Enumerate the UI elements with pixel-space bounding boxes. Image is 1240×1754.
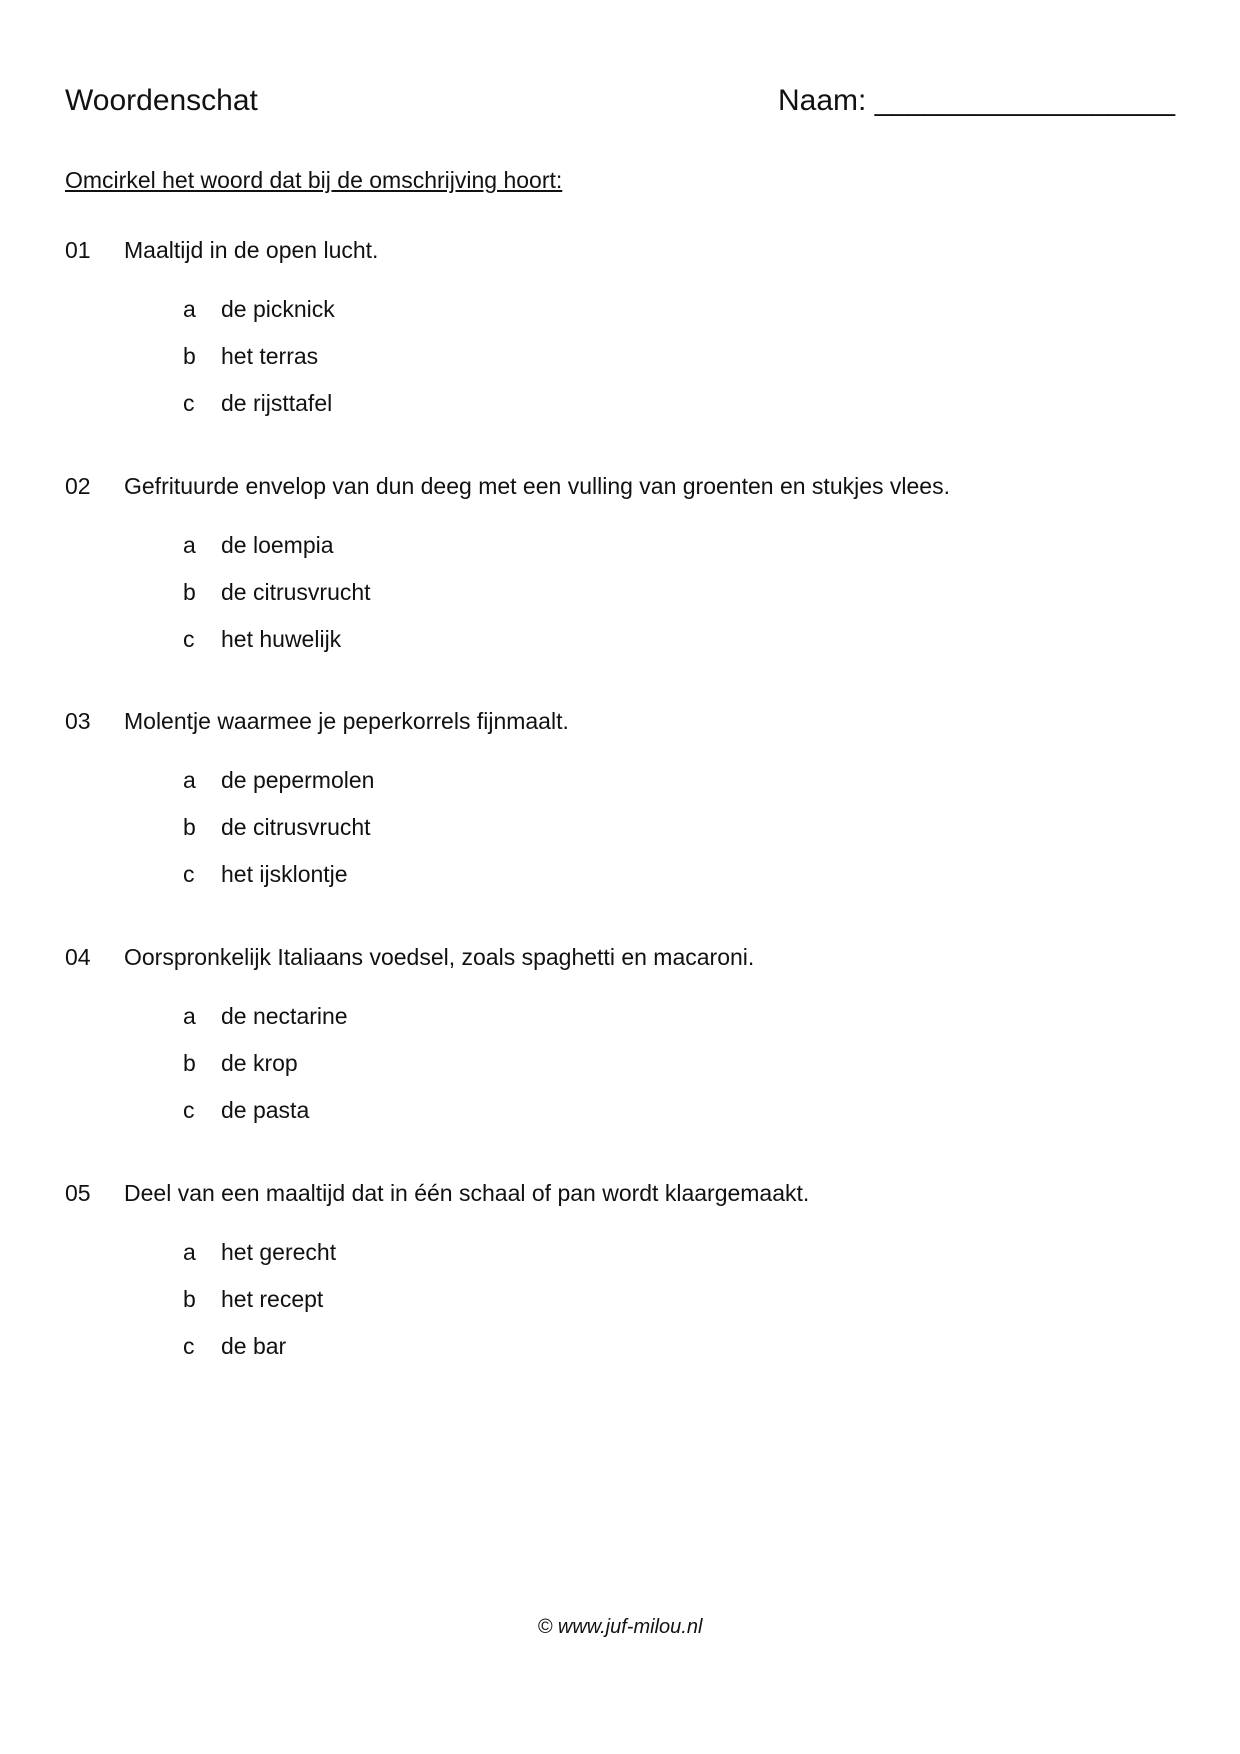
question-05 <box>0 1179 1240 1399</box>
question-01 <box>0 236 1240 456</box>
question-text: Maaltijd in de open lucht. <box>124 237 379 263</box>
copyright-footer: © www.juf-milou.nl <box>537 1616 703 1638</box>
option-text: het gerecht <box>221 1239 337 1265</box>
answer-option-c[interactable] <box>0 625 1240 653</box>
option-text: de citrusvrucht <box>221 814 371 840</box>
instruction-text: Omcirkel het woord dat bij de omschrijving hoort: <box>65 167 563 193</box>
option-letter: c <box>183 1333 195 1359</box>
worksheet-title: Woordenschat <box>65 84 258 117</box>
option-letter: c <box>183 626 195 652</box>
answer-option-a[interactable] <box>0 531 1240 559</box>
question-02 <box>0 472 1240 692</box>
option-text: de citrusvrucht <box>221 579 371 605</box>
answer-option-b[interactable] <box>0 813 1240 841</box>
option-letter: c <box>183 1097 195 1123</box>
option-text: de picknick <box>221 296 335 322</box>
answer-option-c[interactable] <box>0 1332 1240 1360</box>
question-number: 01 <box>65 237 91 263</box>
question-text: Gefrituurde envelop van dun deeg met een vulling van groenten en stukjes vlees. <box>124 473 950 499</box>
option-letter: b <box>183 579 196 605</box>
option-text: de pepermolen <box>221 767 375 793</box>
answer-option-a[interactable] <box>0 1002 1240 1030</box>
answer-option-c[interactable] <box>0 389 1240 417</box>
answer-option-a[interactable] <box>0 1238 1240 1266</box>
option-text: de bar <box>221 1333 287 1359</box>
answer-option-b[interactable] <box>0 1285 1240 1313</box>
option-letter: b <box>183 343 196 369</box>
option-letter: b <box>183 814 196 840</box>
option-text: het huwelijk <box>221 626 342 652</box>
answer-option-b[interactable] <box>0 342 1240 370</box>
question-number: 03 <box>65 708 91 734</box>
option-text: de nectarine <box>221 1003 348 1029</box>
option-text: de pasta <box>221 1097 310 1123</box>
answer-option-a[interactable] <box>0 766 1240 794</box>
answer-option-a[interactable] <box>0 295 1240 323</box>
question-number: 02 <box>65 473 91 499</box>
option-letter: a <box>183 1003 196 1029</box>
answer-option-b[interactable] <box>0 1049 1240 1077</box>
option-letter: a <box>183 767 196 793</box>
option-letter: a <box>183 296 196 322</box>
option-letter: c <box>183 390 195 416</box>
answer-option-c[interactable] <box>0 860 1240 888</box>
question-number: 04 <box>65 944 91 970</box>
option-text: de krop <box>221 1050 298 1076</box>
question-number: 05 <box>65 1180 91 1206</box>
question-03 <box>0 707 1240 927</box>
option-letter: b <box>183 1286 196 1312</box>
option-text: de loempia <box>221 532 334 558</box>
option-text: het ijsklontje <box>221 861 348 887</box>
option-text: de rijsttafel <box>221 390 333 416</box>
option-text: het terras <box>221 343 319 369</box>
answer-option-b[interactable] <box>0 578 1240 606</box>
option-letter: c <box>183 861 195 887</box>
option-letter: a <box>183 1239 196 1265</box>
question-text: Oorspronkelijk Italiaans voedsel, zoals spaghetti en macaroni. <box>124 944 755 970</box>
answer-option-c[interactable] <box>0 1096 1240 1124</box>
option-letter: b <box>183 1050 196 1076</box>
question-04 <box>0 943 1240 1163</box>
option-text: het recept <box>221 1286 324 1312</box>
name-field: Naam: __________________ <box>778 84 1176 117</box>
question-text: Molentje waarmee je peperkorrels fijnmaalt. <box>124 708 569 734</box>
question-text: Deel van een maaltijd dat in één schaal of pan wordt klaargemaakt. <box>124 1180 810 1206</box>
option-letter: a <box>183 532 196 558</box>
